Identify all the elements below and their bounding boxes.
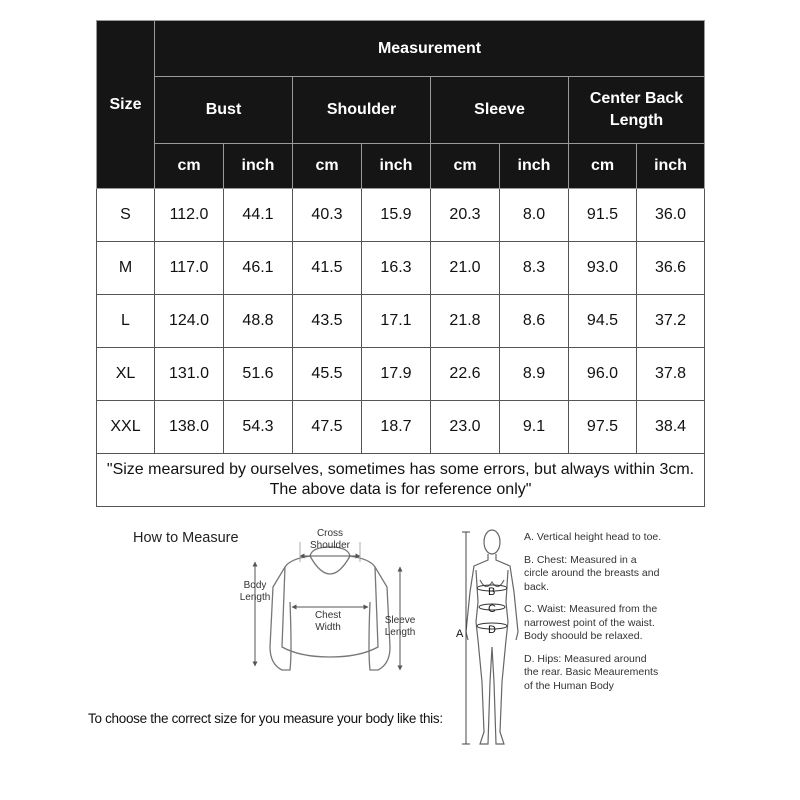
size-cell: L: [97, 295, 155, 348]
body-letter-b: B: [488, 586, 496, 598]
legend-item-a: A. Vertical height head to toe.: [524, 531, 662, 543]
unit-header: inch: [637, 144, 705, 189]
size-header: Size: [97, 21, 155, 189]
table-cell: 21.0: [431, 242, 500, 295]
sleeve-length-label: Length: [384, 627, 416, 638]
table-cell: 8.9: [500, 348, 569, 401]
table-cell: 91.5: [569, 189, 637, 242]
table-cell: 46.1: [224, 242, 293, 295]
unit-header: cm: [569, 144, 637, 189]
table-cell: 112.0: [155, 189, 224, 242]
table-cell: 93.0: [569, 242, 637, 295]
measure-instruction: To choose the correct size for you measure your body like this:: [88, 711, 443, 726]
sweater-outline: [270, 547, 390, 670]
measure-legend: [524, 531, 664, 702]
unit-header: inch: [500, 144, 569, 189]
unit-header: cm: [155, 144, 224, 189]
table-cell: 38.4: [637, 401, 705, 454]
cross-shoulder-label: Shoulder: [309, 540, 351, 551]
size-cell: XL: [97, 348, 155, 401]
body-length-label: Body: [243, 580, 267, 591]
table-cell: 17.1: [362, 295, 431, 348]
size-cell: XXL: [97, 401, 155, 454]
table-row: [97, 242, 705, 295]
table-cell: 41.5: [293, 242, 362, 295]
table-cell: 37.2: [637, 295, 705, 348]
body-letter-d: D: [488, 624, 496, 636]
human-body-outline: [466, 530, 518, 744]
table-cell: 15.9: [362, 189, 431, 242]
chest-width-label: Chest: [314, 610, 342, 621]
shoulder-header: Shoulder: [293, 77, 431, 144]
center-back-length-header: Center Back Length: [569, 77, 705, 144]
unit-header: inch: [362, 144, 431, 189]
table-cell: 8.6: [500, 295, 569, 348]
legend-item-d: D. Hips: Measured around the rear. Basic Meaurements of the Human Body: [524, 652, 659, 692]
table-cell: 8.0: [500, 189, 569, 242]
chest-width-label: Width: [315, 622, 341, 633]
table-cell: 16.3: [362, 242, 431, 295]
size-chart-table: [96, 20, 705, 507]
table-cell: 54.3: [224, 401, 293, 454]
unit-header: inch: [224, 144, 293, 189]
size-note: [97, 454, 705, 507]
sleeve-header: Sleeve: [431, 77, 569, 144]
table-cell: 45.5: [293, 348, 362, 401]
how-to-measure-title: How to Measure: [133, 530, 239, 546]
table-cell: 9.1: [500, 401, 569, 454]
table-cell: 47.5: [293, 401, 362, 454]
table-cell: 131.0: [155, 348, 224, 401]
measurement-header: Measurement: [155, 21, 705, 77]
table-cell: 23.0: [431, 401, 500, 454]
legend-item-c: C. Waist: Measured from the narrowest point of the waist. Body shoould be relaxed.: [524, 603, 658, 642]
table-cell: 20.3: [431, 189, 500, 242]
size-note-line-1: "Size mearsured by ourselves, sometimes has some errors, but always within 3cm.: [106, 461, 695, 478]
unit-header: cm: [431, 144, 500, 189]
table-cell: 18.7: [362, 401, 431, 454]
table-cell: 44.1: [224, 189, 293, 242]
table-cell: 97.5: [569, 401, 637, 454]
table-row: [97, 401, 705, 454]
table-cell: 22.6: [431, 348, 500, 401]
table-row: [97, 189, 705, 242]
table-cell: 138.0: [155, 401, 224, 454]
table-cell: 37.8: [637, 348, 705, 401]
table-cell: 36.6: [637, 242, 705, 295]
table-row: [97, 295, 705, 348]
table-cell: 117.0: [155, 242, 224, 295]
garment-measure-diagram: [230, 522, 430, 697]
size-note-line-2: The above data is for reference only": [269, 481, 532, 498]
table-cell: 21.8: [431, 295, 500, 348]
size-cell: S: [97, 189, 155, 242]
table-cell: 51.6: [224, 348, 293, 401]
table-cell: 36.0: [637, 189, 705, 242]
cross-shoulder-label: Cross: [316, 528, 344, 539]
table-row: [97, 348, 705, 401]
bust-header: Bust: [155, 77, 293, 144]
unit-header: cm: [293, 144, 362, 189]
body-measure-diagram: [452, 522, 522, 767]
table-cell: 48.8: [224, 295, 293, 348]
body-length-label: Length: [239, 592, 271, 603]
table-cell: 40.3: [293, 189, 362, 242]
body-letter-a: A: [456, 628, 464, 640]
table-cell: 124.0: [155, 295, 224, 348]
table-cell: 94.5: [569, 295, 637, 348]
table-cell: 17.9: [362, 348, 431, 401]
table-cell: 8.3: [500, 242, 569, 295]
legend-item-b: B. Chest: Measured in a circle around the breasts and back.: [524, 553, 660, 593]
size-cell: M: [97, 242, 155, 295]
table-cell: 96.0: [569, 348, 637, 401]
table-cell: 43.5: [293, 295, 362, 348]
sleeve-length-label: Sleeve: [384, 615, 416, 626]
body-letter-c: C: [488, 603, 496, 615]
